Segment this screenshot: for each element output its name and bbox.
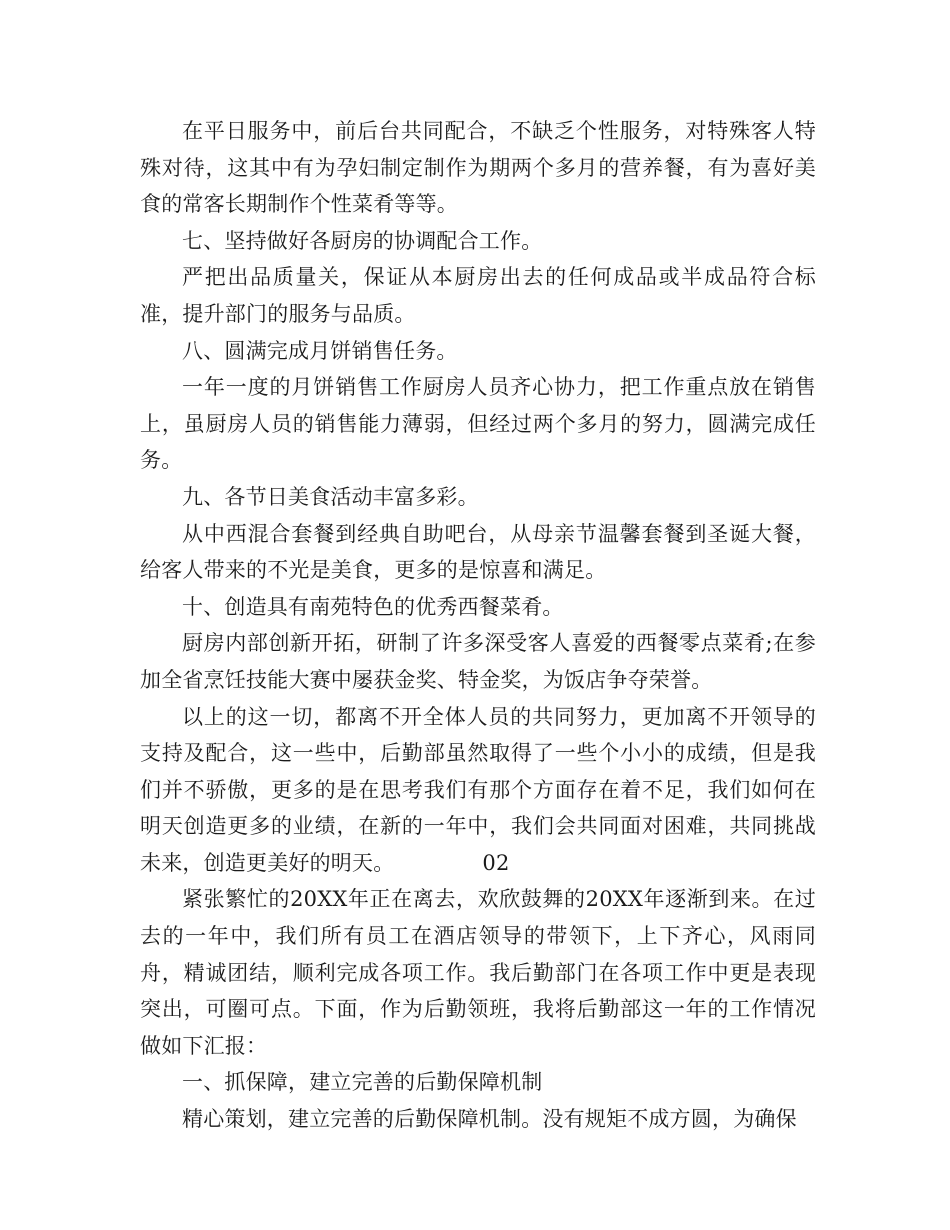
heading-mooncake-sales: 八、圆满完成月饼销售任务。 (182, 338, 458, 363)
paragraph-holiday-food-events: 从中西混合套餐到经典自助吧台，从母亲节温馨套餐到圣诞大餐，给客人带来的不光是美食，更多的是惊喜和满足。 (140, 521, 816, 583)
heading-logistics-guarantee: 一、抓保障，建立完善的后勤保障机制 (182, 1070, 543, 1095)
heading-western-dishes: 十、创造具有南苑特色的优秀西餐菜肴。 (182, 594, 564, 619)
paragraph-quality-control: 严把出品质量关，保证从本厨房出去的任何成品或半成品符合标准，提升部门的服务与品质。 (140, 265, 816, 326)
document-body (140, 113, 816, 1138)
heading-holiday-food-events: 九、各节日美食活动丰富多彩。 (182, 484, 479, 509)
section-number: 02 (482, 850, 510, 875)
paragraph-western-dishes: 厨房内部创新开拓，研制了许多深受客人喜爱的西餐零点菜肴;在参加全省烹饪技能大赛中屡获金奖、特金奖，为饭店争夺荣誉。 (140, 631, 816, 692)
heading-kitchen-coordination: 七、坚持做好各厨房的协调配合工作。 (182, 228, 543, 253)
summary-text: 以上的这一切，都离不开全体人员的共同努力，更加离不开领导的支持及配合，这一些中，后勤部虽然取得了一些个小小的成绩，但是我们并不骄傲，更多的是在思考我们有那个方面存在着不足，我们如何在明天创造更多的业绩，在新的一年中，我们会共同面对困难，共同挑战未来，创造更美好的明天。 (140, 704, 816, 875)
paragraph-summary (140, 699, 816, 882)
paragraph-year-intro: 紧张繁忙的20XX年正在离去，欢欣鼓舞的20XX年逐渐到来。在过去的一年中，我们所有员工在酒店领导的带领下，上下齐心，风雨同舟，精诚团结，顺利完成各项工作。我后勤部门在各项工作中更是表现突出，可圈可点。下面，作为后勤领班，我将后勤部这一年的工作情况做如下汇报： (140, 887, 816, 1058)
paragraph-logistics-planning: 精心策划，建立完善的后勤保障机制。没有规矩不成方圆，为确保 (182, 1107, 797, 1132)
paragraph-mooncake-sales: 一年一度的月饼销售工作厨房人员齐心协力，把工作重点放在销售上，虽厨房人员的销售能力薄弱，但经过两个多月的努力，圆满完成任务。 (140, 375, 816, 473)
paragraph-special-service: 在平日服务中，前后台共同配合，不缺乏个性服务，对特殊客人特殊对待，这其中有为孕妇制定制作为期两个多月的营养餐，有为喜好美食的常客长期制作个性菜肴等等。 (140, 119, 816, 217)
